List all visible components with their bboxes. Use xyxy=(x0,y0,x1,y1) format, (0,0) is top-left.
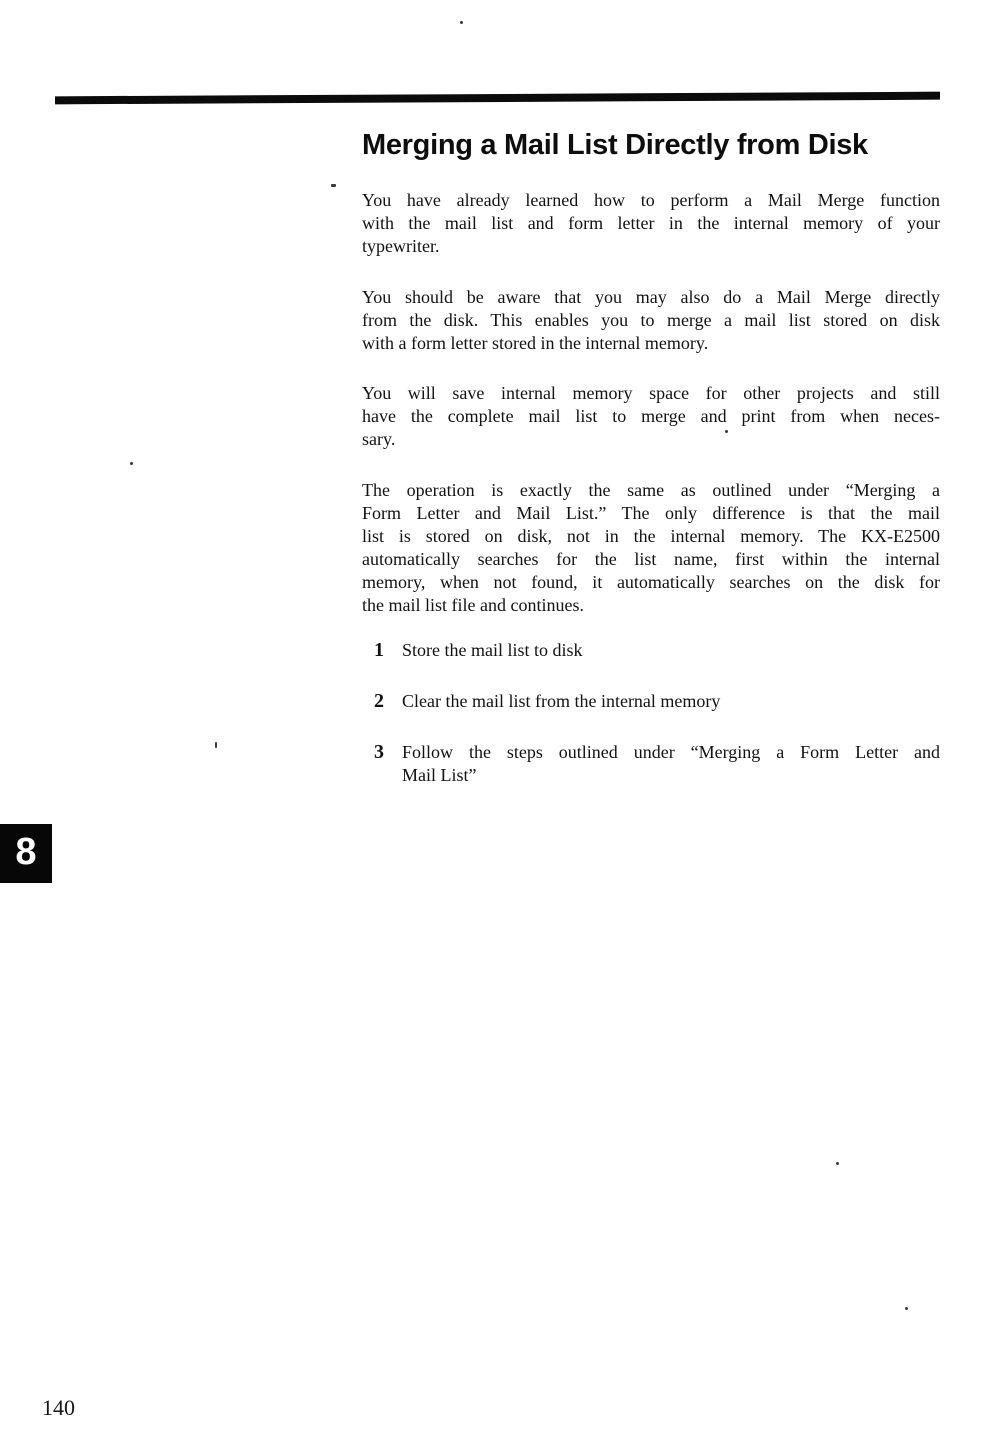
text-line: The operation is exactly the same as outlined under “Merging a xyxy=(362,480,940,500)
scan-artifact xyxy=(215,742,217,748)
text-line: automatically searches for the list name, first within the internal xyxy=(362,549,940,569)
text-line: with the mail list and form letter in the internal memory of your xyxy=(362,213,940,233)
text-line: typewriter. xyxy=(362,236,440,256)
paragraph-2 xyxy=(362,286,940,355)
step-number: 3 xyxy=(374,741,384,763)
text-line: Follow the steps outlined under “Merging a Form Letter and xyxy=(402,742,940,762)
text-line: You will save internal memory space for other projects and still xyxy=(362,383,940,403)
text-line: sary. xyxy=(362,429,396,449)
text-line: with a form letter stored in the internal memory. xyxy=(362,333,709,353)
text-line: Form Letter and Mail List.” The only difference is that the mail xyxy=(362,503,940,523)
text-line: memory, when not found, it automatically searches on the disk for xyxy=(362,572,940,592)
scan-artifact xyxy=(725,430,728,433)
text-line: Mail List” xyxy=(402,765,477,785)
page-number: 140 xyxy=(42,1395,75,1420)
top-rule-divider xyxy=(55,92,940,105)
text-line: Store the mail list to disk xyxy=(402,640,583,660)
scan-artifact xyxy=(460,21,463,24)
text-line: You have already learned how to perform a Mail Merge function xyxy=(362,190,940,210)
text-line: Clear the mail list from the internal memory xyxy=(402,691,721,711)
scan-artifact xyxy=(836,1162,839,1165)
step-number: 2 xyxy=(374,690,384,712)
page-title: Merging a Mail List Directly from Disk xyxy=(362,129,868,161)
text-line: the mail list file and continues. xyxy=(362,595,584,615)
text-line: list is stored on disk, not in the internal memory. The KX-E2500 xyxy=(362,526,940,546)
text-line: from the disk. This enables you to merge a mail list stored on disk xyxy=(362,310,940,330)
section-tab: 8 xyxy=(0,824,52,883)
paragraph-4 xyxy=(362,479,940,617)
paragraph-1 xyxy=(362,189,940,258)
step-number: 1 xyxy=(374,639,384,661)
step-text xyxy=(402,690,940,713)
scan-artifact xyxy=(331,184,336,187)
paragraph-3 xyxy=(362,382,940,451)
scan-artifact xyxy=(905,1307,908,1310)
step-text xyxy=(402,639,940,662)
step-row-1 xyxy=(362,639,940,662)
scan-artifact xyxy=(130,462,133,465)
step-text xyxy=(402,741,940,787)
step-row-3 xyxy=(362,741,940,787)
text-line: have the complete mail list to merge and print from when neces- xyxy=(362,406,940,426)
step-row-2 xyxy=(362,690,940,713)
text-line: You should be aware that you may also do a Mail Merge directly xyxy=(362,287,940,307)
